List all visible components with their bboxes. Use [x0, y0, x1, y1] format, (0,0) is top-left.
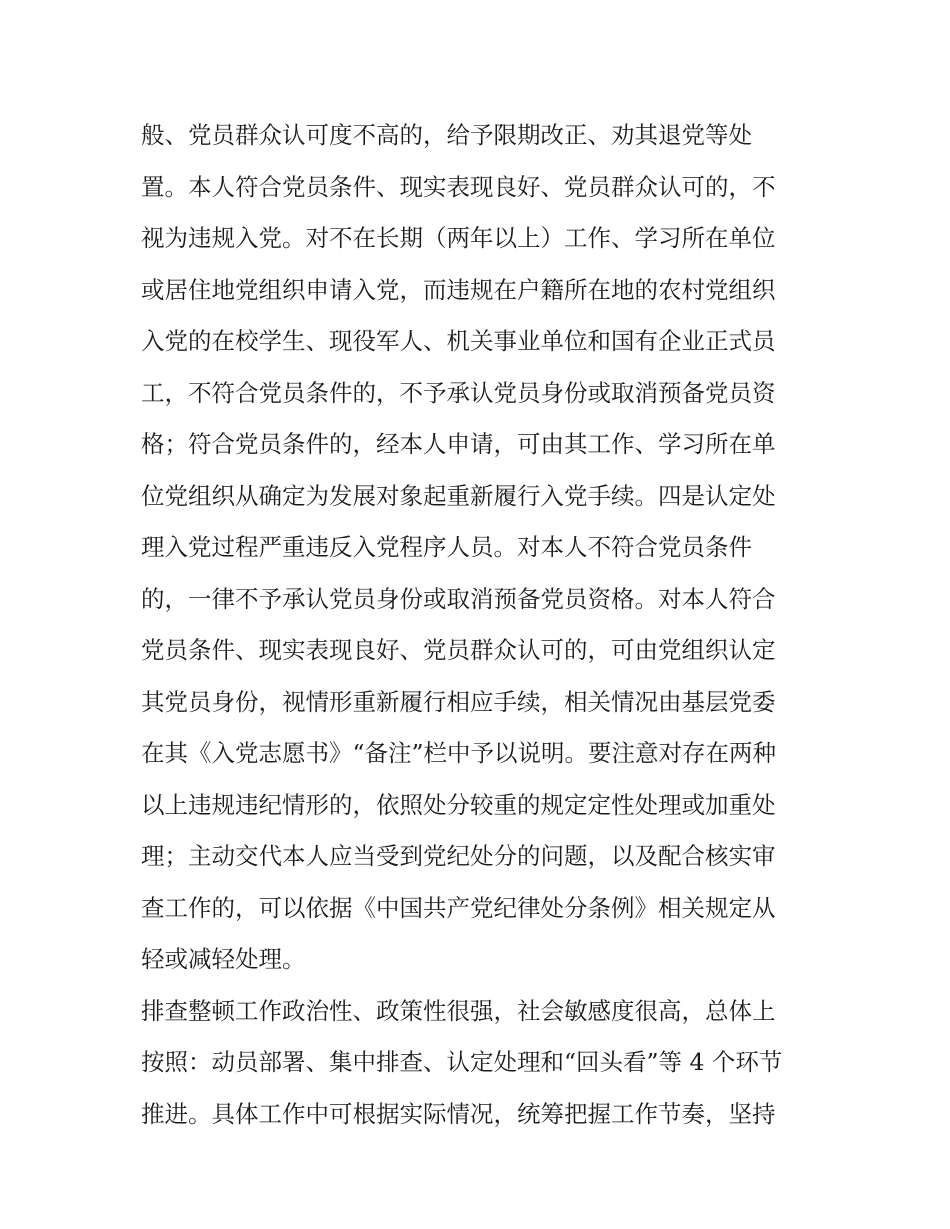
text-line: 视为违规入党。对不在长期（两年以上）工作、学习所在单位	[141, 224, 776, 252]
text-line: 党员条件、现实表现良好、党员群众认可的，可由党组织认定	[141, 636, 776, 664]
text-line: 排查整顿工作政治性、政策性很强，社会敏感度很高，总体上	[141, 996, 776, 1025]
text-line: 其党员身份，视情形重新履行相应手续，相关情况由基层党委	[141, 687, 776, 716]
text-line: 或居住地党组织申请入党，而违规在户籍所在地的农村党组织	[141, 275, 776, 304]
text-line: 入党的在校学生、现役军人、机关事业单位和国有企业正式员	[141, 327, 776, 355]
text-line: 般、党员群众认可度不高的，给予限期改正、劝其退党等处	[141, 121, 752, 149]
text-line: 理；主动交代本人应当受到党纪处分的问题，以及配合核实审	[141, 842, 776, 870]
text-line: 格；符合党员条件的，经本人申请，可由其工作、学习所在单	[141, 430, 776, 458]
text-line: 理入党过程严重违反入党程序人员。对本人不符合党员条件	[141, 533, 752, 561]
text-line: 置。本人符合党员条件、现实表现良好、党员群众认可的，不	[141, 172, 776, 201]
text-line: 位党组织从确定为发展对象起重新履行入党手续。四是认定处	[141, 481, 776, 510]
text-line: 推进。具体工作中可根据实际情况，统筹把握工作节奏，坚持	[141, 1099, 776, 1128]
text-line: 以上违规违纪情形的，依照处分较重的规定定性处理或加重处	[141, 790, 776, 819]
text-line: 查工作的，可以依据《中国共产党纪律处分条例》相关规定从	[141, 893, 776, 922]
document-body	[141, 110, 821, 1140]
text-line: 的，一律不予承认党员身份或取消预备党员资格。对本人符合	[141, 584, 776, 613]
text-line: 轻或减轻处理。	[141, 945, 306, 973]
text-line: 工，不符合党员条件的，不予承认党员身份或取消预备党员资	[141, 378, 776, 407]
text-line: 按照：动员部署、集中排查、认定处理和“回头看”等 4 个环节	[141, 1048, 783, 1076]
text-line: 在其《入党志愿书》“备注”栏中予以说明。要注意对存在两种	[141, 739, 777, 767]
